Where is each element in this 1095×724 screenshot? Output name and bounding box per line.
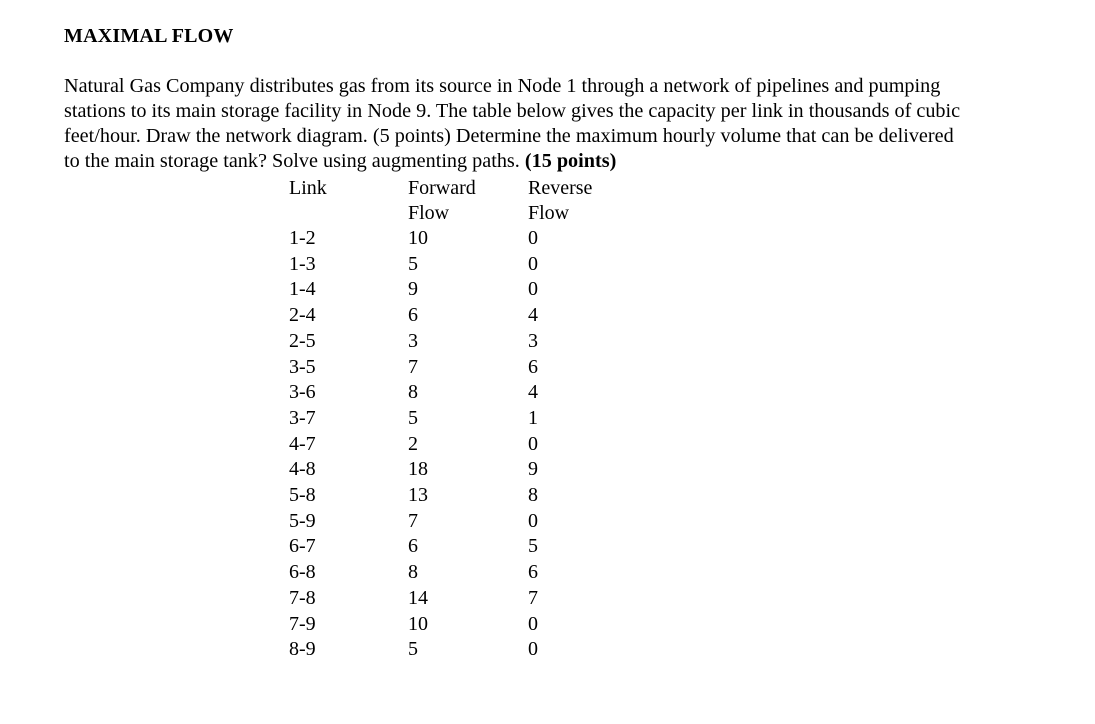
problem-statement	[64, 74, 1049, 174]
forward-flow-cell: 9	[408, 278, 418, 301]
problem-line-4-text: to the main storage tank? Solve using augmenting paths.	[64, 150, 525, 172]
reverse-flow-cell: 1	[528, 406, 538, 429]
forward-flow-cell: 7	[408, 355, 418, 378]
reverse-flow-cell: 9	[528, 458, 538, 481]
header-reverse: Reverse	[528, 177, 593, 199]
problem-line-4	[64, 149, 1049, 174]
forward-flow-cell: 2	[408, 432, 418, 455]
problem-line-1: Natural Gas Company distributes gas from its source in Node 1 through a network of pipelines and pumping	[64, 75, 941, 97]
reverse-flow-cell: 0	[528, 432, 538, 455]
forward-flow-cell: 3	[408, 329, 418, 352]
problem-line-2: stations to its main storage facility in Node 9. The table below gives the capacity per link in thousands of cubic	[64, 100, 961, 122]
link-cell: 4-7	[289, 432, 316, 455]
forward-flow-cell: 8	[408, 561, 418, 584]
reverse-flow-cell: 0	[528, 638, 538, 661]
reverse-flow-cell: 6	[528, 355, 538, 378]
forward-flow-cell: 18	[408, 458, 428, 481]
reverse-flow-cell: 5	[528, 535, 538, 558]
link-cell: 2-5	[289, 329, 316, 352]
link-cell: 1-2	[289, 227, 316, 249]
forward-flow-cell: 6	[408, 535, 418, 558]
link-cell: 1-3	[289, 252, 316, 275]
forward-flow-cell: 8	[408, 381, 418, 404]
reverse-flow-cell: 0	[528, 252, 538, 275]
header-forward-flow: Flow	[408, 202, 450, 224]
forward-flow-cell: 13	[408, 484, 428, 506]
link-cell: 3-6	[289, 381, 316, 404]
forward-flow-cell: 5	[408, 638, 418, 661]
header-reverse-flow: Flow	[528, 202, 570, 224]
reverse-flow-cell: 3	[528, 329, 538, 352]
reverse-flow-cell: 7	[528, 586, 538, 609]
forward-flow-cell: 10	[408, 612, 428, 635]
link-cell: 3-7	[289, 406, 316, 429]
link-cell: 1-4	[289, 278, 316, 301]
link-cell: 2-4	[289, 304, 316, 327]
link-cell: 7-9	[289, 612, 316, 635]
problem-line-3: feet/hour. Draw the network diagram. (5 points) Determine the maximum hourly volume that can be delivered	[64, 125, 954, 147]
forward-flow-cell: 10	[408, 227, 428, 249]
link-cell: 6-8	[289, 561, 316, 584]
link-cell: 5-9	[289, 509, 316, 532]
link-cell: 5-8	[289, 484, 316, 506]
forward-flow-cell: 5	[408, 252, 418, 275]
reverse-flow-cell: 0	[528, 227, 538, 249]
reverse-flow-cell: 6	[528, 561, 538, 584]
reverse-flow-cell: 8	[528, 484, 538, 506]
forward-flow-cell: 14	[408, 586, 428, 609]
reverse-flow-cell: 0	[528, 509, 538, 532]
link-cell: 3-5	[289, 355, 316, 378]
header-link: Link	[289, 177, 327, 199]
link-cell: 7-8	[289, 586, 316, 609]
reverse-flow-cell: 0	[528, 278, 538, 301]
page-title: MAXIMAL FLOW	[64, 25, 234, 47]
link-cell: 8-9	[289, 638, 316, 661]
points-label: (15 points)	[524, 150, 617, 172]
reverse-flow-cell: 4	[528, 381, 538, 404]
forward-flow-cell: 7	[408, 509, 418, 532]
forward-flow-cell: 5	[408, 406, 418, 429]
link-cell: 6-7	[289, 535, 316, 558]
forward-flow-cell: 6	[408, 304, 418, 327]
reverse-flow-cell: 4	[528, 304, 538, 327]
link-cell: 4-8	[289, 458, 316, 481]
reverse-flow-cell: 0	[528, 612, 538, 635]
header-forward: Forward	[408, 177, 476, 199]
